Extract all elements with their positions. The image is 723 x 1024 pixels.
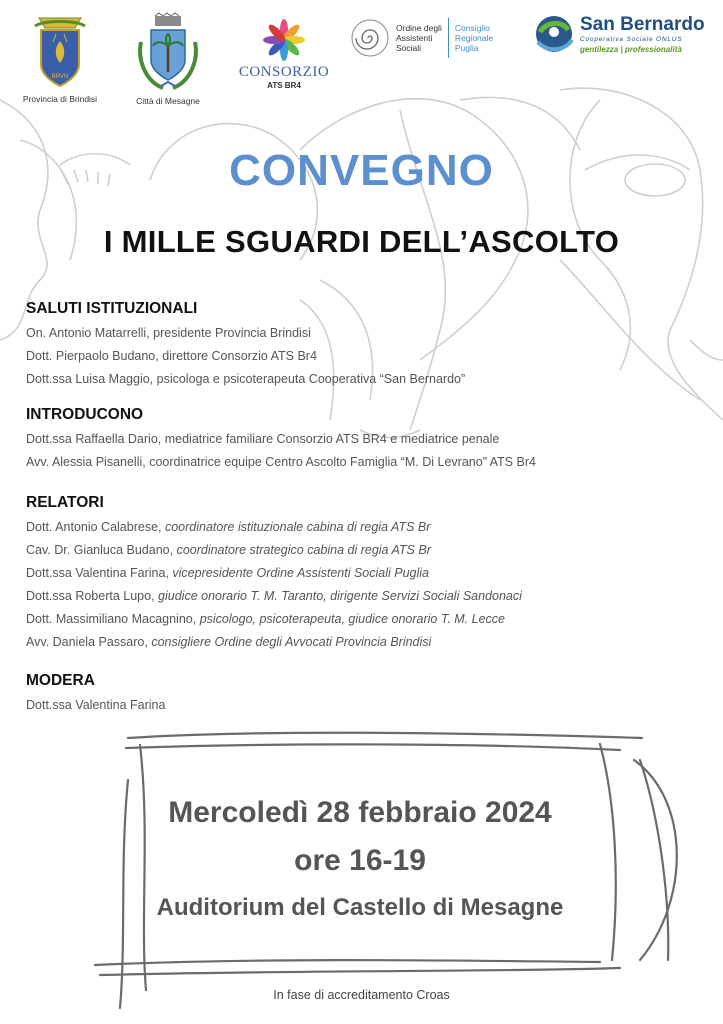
event-title: I MILLE SGUARDI DELL’ASCOLTO xyxy=(103,224,620,259)
relatore-line xyxy=(26,631,706,654)
relatore-name: Dott. Massimiliano Macagnino, xyxy=(26,612,197,626)
relatore-role: consigliere Ordine degli Avvocati Provincia Brindisi xyxy=(151,635,432,649)
relatore-role: giudice onorario T. M. Taranto, dirigente Servizi Sociali Sandonaci xyxy=(158,589,522,603)
relatore-role: coordinatore istituzionale cabina di regia ATS Br xyxy=(164,520,431,534)
consorzio-name: CONSORZIO xyxy=(238,64,330,80)
relatore-line xyxy=(26,562,706,585)
modera-section xyxy=(26,672,706,717)
event-time: ore 16-19 xyxy=(294,844,426,877)
saluti-heading: SALUTI ISTITUZIONALI xyxy=(26,300,198,317)
saluti-line: Dott.ssa Luisa Maggio, psicologa e psicoterapeuta Cooperativa “San Bernardo” xyxy=(26,372,466,386)
svg-text:BRVN: BRVN xyxy=(51,74,69,80)
event-place: Auditorium del Castello di Mesagne xyxy=(156,894,564,921)
relatore-name: Dott.ssa Valentina Farina, xyxy=(26,566,169,580)
ordine-text: Ordine degli Assistenti Sociali xyxy=(396,23,442,53)
san-bernardo-logo xyxy=(532,12,718,56)
introducono-section xyxy=(26,406,706,474)
introducono-heading: INTRODUCONO xyxy=(26,406,144,423)
relatore-role: vicepresidente Ordine Assistenti Sociali Puglia xyxy=(172,566,430,580)
saluti-line: On. Antonio Matarrelli, presidente Provincia Brindisi xyxy=(26,326,311,340)
relatori-section xyxy=(26,494,706,654)
consorzio-logo xyxy=(226,18,342,90)
san-bernardo-sub: Cooperativa Sociale ONLUS xyxy=(580,36,683,43)
brindisi-crest-icon xyxy=(29,12,91,90)
consorzio-sub: ATS BR4 xyxy=(267,81,301,90)
event-kicker: CONVEGNO xyxy=(229,146,494,195)
relatore-name: Cav. Dr. Gianluca Budano, xyxy=(26,543,174,557)
partner-logos xyxy=(0,8,723,120)
provincia-brindisi-logo xyxy=(22,12,98,104)
saluti-line: Dott. Pierpaolo Budano, direttore Consorzio ATS Br4 xyxy=(26,349,317,363)
relatore-name: Dott. Antonio Calabrese, xyxy=(26,520,162,534)
relatore-line xyxy=(26,585,706,608)
modera-heading: MODERA xyxy=(26,672,95,689)
event-info-box xyxy=(100,796,620,922)
relatore-line xyxy=(26,608,706,631)
consorzio-flower-icon xyxy=(259,18,309,62)
ordine-spiral-icon xyxy=(350,18,390,58)
introducono-line: Avv. Alessia Pisanelli, coordinatrice equipe Centro Ascolto Famiglia “M. Di Levrano” ATS Br4 xyxy=(26,455,536,469)
mesagne-caption: Città di Mesagne xyxy=(136,96,200,106)
relatore-line xyxy=(26,539,706,562)
san-bernardo-tagline: gentilezza | professionalità xyxy=(580,45,682,54)
citta-mesagne-logo xyxy=(128,12,208,106)
brindisi-caption: Provincia di Brindisi xyxy=(22,94,98,104)
mesagne-crest-icon xyxy=(133,12,203,92)
ordine-assistenti-logo xyxy=(350,18,520,58)
san-bernardo-globe-icon xyxy=(532,12,576,56)
relatore-name: Dott.ssa Roberta Lupo, xyxy=(26,589,155,603)
san-bernardo-name: San Bernardo xyxy=(580,14,705,35)
saluti-section xyxy=(26,300,706,391)
relatore-name: Avv. Daniela Passaro, xyxy=(26,635,148,649)
accreditation-note: In fase di accreditamento Croas xyxy=(273,988,450,1002)
relatore-role: psicologo, psicoterapeuta, giudice onorario T. M. Lecce xyxy=(199,612,505,626)
ordine-region-text: Consiglio Regionale Puglia xyxy=(454,23,494,53)
ordine-divider xyxy=(448,18,449,58)
introducono-line: Dott.ssa Raffaella Dario, mediatrice familiare Consorzio ATS BR4 e mediatrice penale xyxy=(26,432,500,446)
relatore-role: coordinatore strategico cabina di regia ATS Br xyxy=(176,543,431,557)
event-date: Mercoledì 28 febbraio 2024 xyxy=(168,796,552,829)
relatore-line xyxy=(26,516,706,539)
relatori-heading: RELATORI xyxy=(26,494,104,511)
modera-line: Dott.ssa Valentina Farina xyxy=(26,698,166,712)
